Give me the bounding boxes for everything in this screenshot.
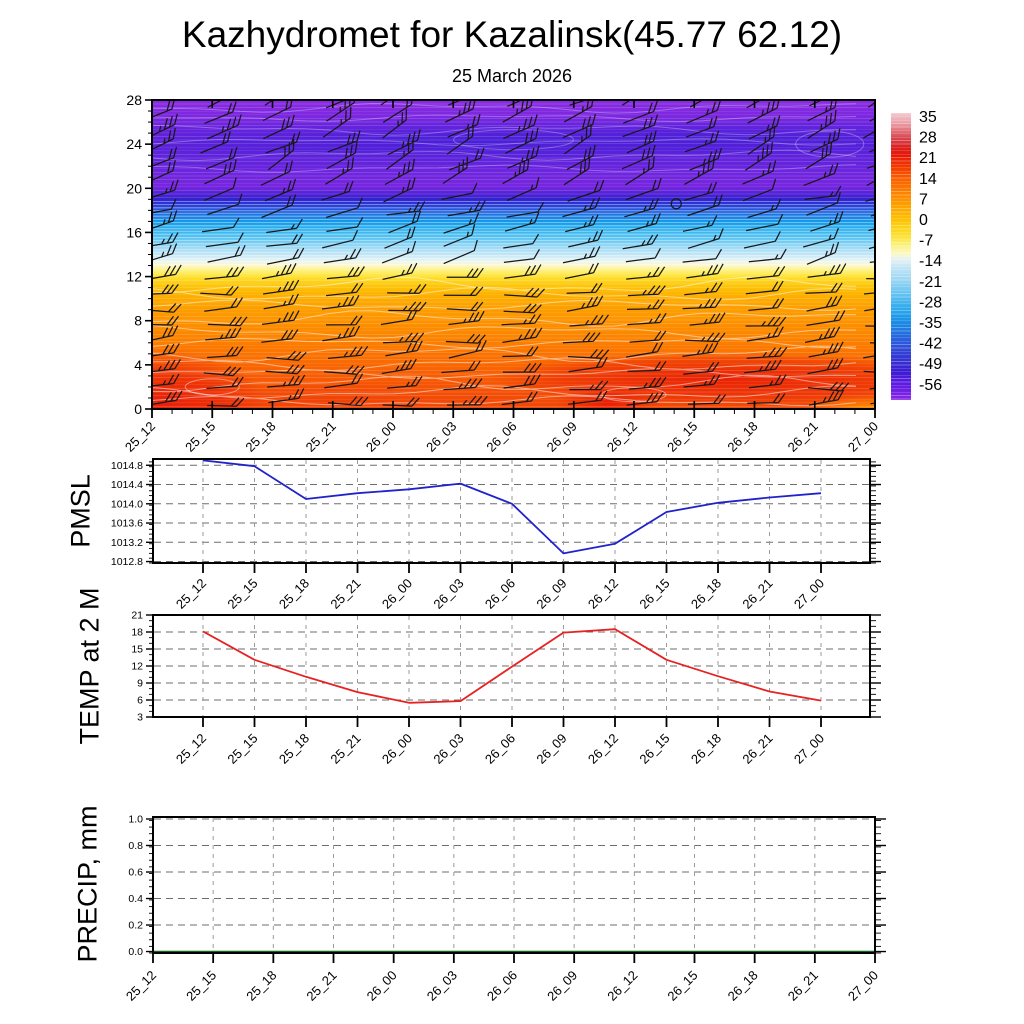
time-label: 26_12	[603, 418, 641, 455]
time-label: 25_21	[327, 730, 364, 767]
time-label: 26_15	[664, 967, 701, 1004]
time-label: 26_03	[423, 967, 460, 1004]
xsec-y-tick-label: 8	[134, 312, 142, 329]
xsec-y-tick-label: 16	[126, 224, 142, 241]
xsec-y-tick-label: 12	[126, 268, 142, 285]
time-label: 26_15	[636, 575, 673, 612]
time-label: 26_06	[481, 575, 519, 612]
pmsl-axis-title: PMSL	[65, 474, 96, 548]
y-tick-label: 1014.4	[110, 479, 143, 492]
time-label: 25_18	[275, 575, 313, 612]
page-subtitle: 25 March 2026	[451, 66, 573, 86]
y-tick-label: 3	[137, 711, 143, 724]
page-title: Kazhydromet for Kazalinsk(45.77 62.12)	[181, 14, 843, 55]
colorbar-label: 21	[919, 150, 937, 168]
time-label: 25_21	[302, 418, 339, 455]
time-label: 26_09	[533, 575, 570, 612]
time-label: 26_00	[362, 418, 400, 455]
time-label: 26_18	[724, 967, 761, 1004]
y-tick-label: 15	[131, 643, 143, 656]
precip-axis-title: PRECIP, mm	[72, 805, 103, 963]
y-tick-label: 1013.2	[110, 536, 143, 549]
y-tick-label: 1013.6	[110, 517, 143, 530]
y-tick-label: 0.4	[128, 893, 143, 906]
time-label: 26_03	[430, 730, 467, 767]
time-label: 25_15	[224, 730, 261, 767]
time-label: 25_15	[182, 418, 219, 455]
time-label: 26_15	[636, 730, 673, 767]
time-label: 26_06	[483, 967, 521, 1004]
time-label: 27_00	[844, 418, 882, 455]
time-label: 25_21	[327, 575, 364, 612]
colorbar-label: 14	[919, 170, 937, 188]
time-label: 26_12	[584, 575, 622, 612]
time-label: 26_21	[739, 575, 776, 612]
time-label: 26_09	[544, 967, 581, 1004]
calm-wind-circle	[671, 199, 681, 209]
time-label: 26_21	[739, 730, 776, 767]
temp-axis-title: TEMP at 2 M	[74, 587, 105, 745]
y-tick-label: 1012.8	[110, 556, 143, 569]
xsec-wind-barbs	[140, 76, 907, 406]
y-tick-label: 1.0	[128, 813, 143, 826]
colorbar-label: -28	[919, 294, 943, 312]
time-label: 26_00	[363, 967, 400, 1004]
panel-frame	[153, 459, 870, 563]
y-tick-label: 0.2	[128, 919, 143, 932]
time-label: 27_00	[790, 575, 828, 612]
time-label: 25_18	[275, 730, 313, 767]
colorbar-label: -7	[919, 232, 934, 250]
time-label: 25_12	[172, 575, 210, 612]
time-label: 25_12	[172, 730, 210, 767]
y-tick-label: 0.8	[128, 839, 143, 852]
xsec-contours-lower	[152, 277, 856, 406]
colorbar-label: 7	[919, 191, 928, 209]
time-label: 26_15	[664, 418, 701, 455]
xsec-frame	[152, 100, 875, 409]
colorbar-label: -14	[919, 253, 943, 271]
time-label: 26_18	[724, 418, 761, 455]
y-tick-label: 0.0	[128, 946, 143, 959]
time-label: 26_00	[378, 730, 416, 767]
colorbar-label: -49	[919, 356, 943, 374]
closed-contour	[454, 130, 574, 150]
time-label: 26_21	[784, 967, 821, 1004]
time-label: 25_18	[242, 418, 279, 455]
time-label: 26_12	[604, 967, 641, 1004]
colorbar-label: -42	[919, 335, 943, 353]
time-label: 27_00	[844, 967, 882, 1004]
time-label: 25_12	[122, 967, 160, 1004]
time-label: 26_09	[543, 418, 580, 455]
xsec-y-tick-label: 28	[126, 92, 142, 108]
xsec-y-tick-label: 20	[126, 180, 142, 197]
colorbar-label: 28	[919, 129, 937, 147]
time-label: 26_00	[378, 575, 416, 612]
time-label: 26_03	[423, 418, 460, 455]
time-label: 25_15	[183, 967, 220, 1004]
y-tick-label: 9	[137, 677, 143, 690]
y-tick-label: 21	[131, 609, 143, 622]
time-label: 26_12	[584, 730, 622, 767]
y-tick-label: 0.6	[128, 866, 143, 879]
colorbar-label: 0	[919, 212, 928, 229]
time-label: 25_12	[121, 418, 159, 455]
time-label: 26_09	[533, 730, 570, 767]
time-label: 26_21	[784, 418, 821, 455]
y-tick-label: 12	[131, 660, 143, 673]
y-tick-label: 1014.8	[110, 459, 143, 472]
y-tick-label: 1014.0	[110, 498, 143, 511]
time-label: 26_06	[481, 730, 519, 767]
time-label: 25_21	[303, 967, 340, 1004]
xsec-y-tick-label: 4	[134, 356, 142, 373]
colorbar-label: -21	[919, 273, 943, 291]
y-tick-label: 6	[137, 694, 143, 707]
xsec-y-tick-label: 0	[134, 401, 142, 417]
time-label: 25_15	[224, 575, 261, 612]
time-label: 26_18	[687, 730, 725, 767]
y-tick-label: 18	[131, 626, 143, 639]
colorbar-label: 35	[919, 109, 937, 126]
colorbar-label: -56	[919, 376, 943, 394]
xsec-y-tick-label: 24	[126, 136, 142, 153]
time-label: 27_00	[790, 730, 828, 767]
time-label: 26_18	[687, 575, 725, 612]
time-label: 25_18	[243, 967, 280, 1004]
time-label: 26_06	[483, 418, 520, 455]
time-label: 26_03	[430, 575, 467, 612]
colorbar-label: -35	[919, 315, 943, 332]
